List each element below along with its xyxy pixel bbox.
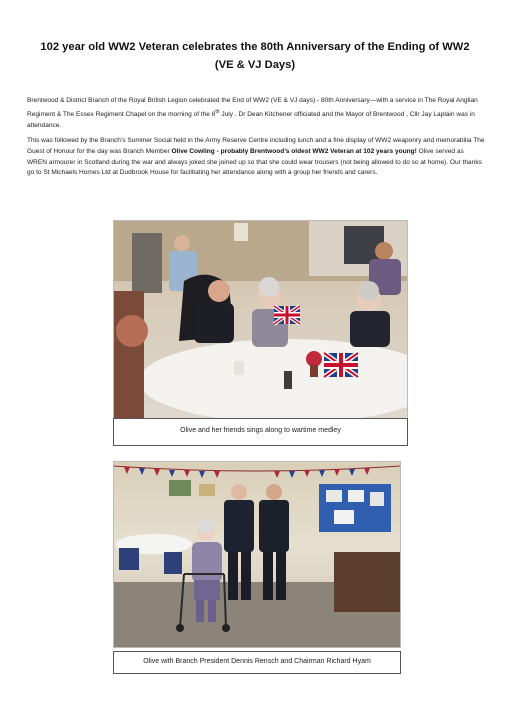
social-text-b: Olive served as WREN armourer in Scotland during the war and always joked she joined up so that she could wear trousers (not being allowed to do so at home). Our thanks go to St Michaels Homes Ltd at Dudbrook House for facilitating her attendance along with a group her friends and carers. [27,147,482,177]
article-title [20,38,490,74]
photo-singalong [113,220,408,419]
date-superscript: th [215,108,220,115]
photo-singalong-caption: Olive and her friends sings along to wartime medley [113,418,408,446]
intro-text-b: July . Dr Dean Kitchener officiated and the Mayor of Brentwood , Cllr Jay Laplain was in attendance. [27,110,475,129]
guest-highlight: Olive Cowling - probably Brentwood’s oldest WW2 Veteran at 102 years young! [171,147,417,155]
intro-text-a: Brentwood & District Branch of the Royal British Legion celebrated the End of WW2 (VE & VJ days) - 80th Anniversary—with a service in The Royal Anglian Regiment & The Essex Regiment Chapel on the morning of the 6 [27,97,478,118]
title-line-2: (VE & VJ Days) [214,59,296,71]
photo-olive-with-officials [113,461,401,648]
photo-officials-caption: Olive with Branch President Dennis Rensch and Chairman Richard Hyam [113,651,401,674]
social-text-a: This was followed by the Branch’s Summer Social held in the Army Reserve Centre including lunch and a fine display of WW2 weaponry and memorabilia The Guest of Honour for the day was Branch Member [27,137,485,155]
social-paragraph [27,136,485,179]
intro-paragraph [27,96,485,132]
title-line-1: 102 year old WW2 Veteran celebrates the 80th Anniversary of the Ending of WW2 [40,41,470,53]
photo-officials-illustration [114,462,400,647]
photo-singalong-illustration [114,221,407,418]
